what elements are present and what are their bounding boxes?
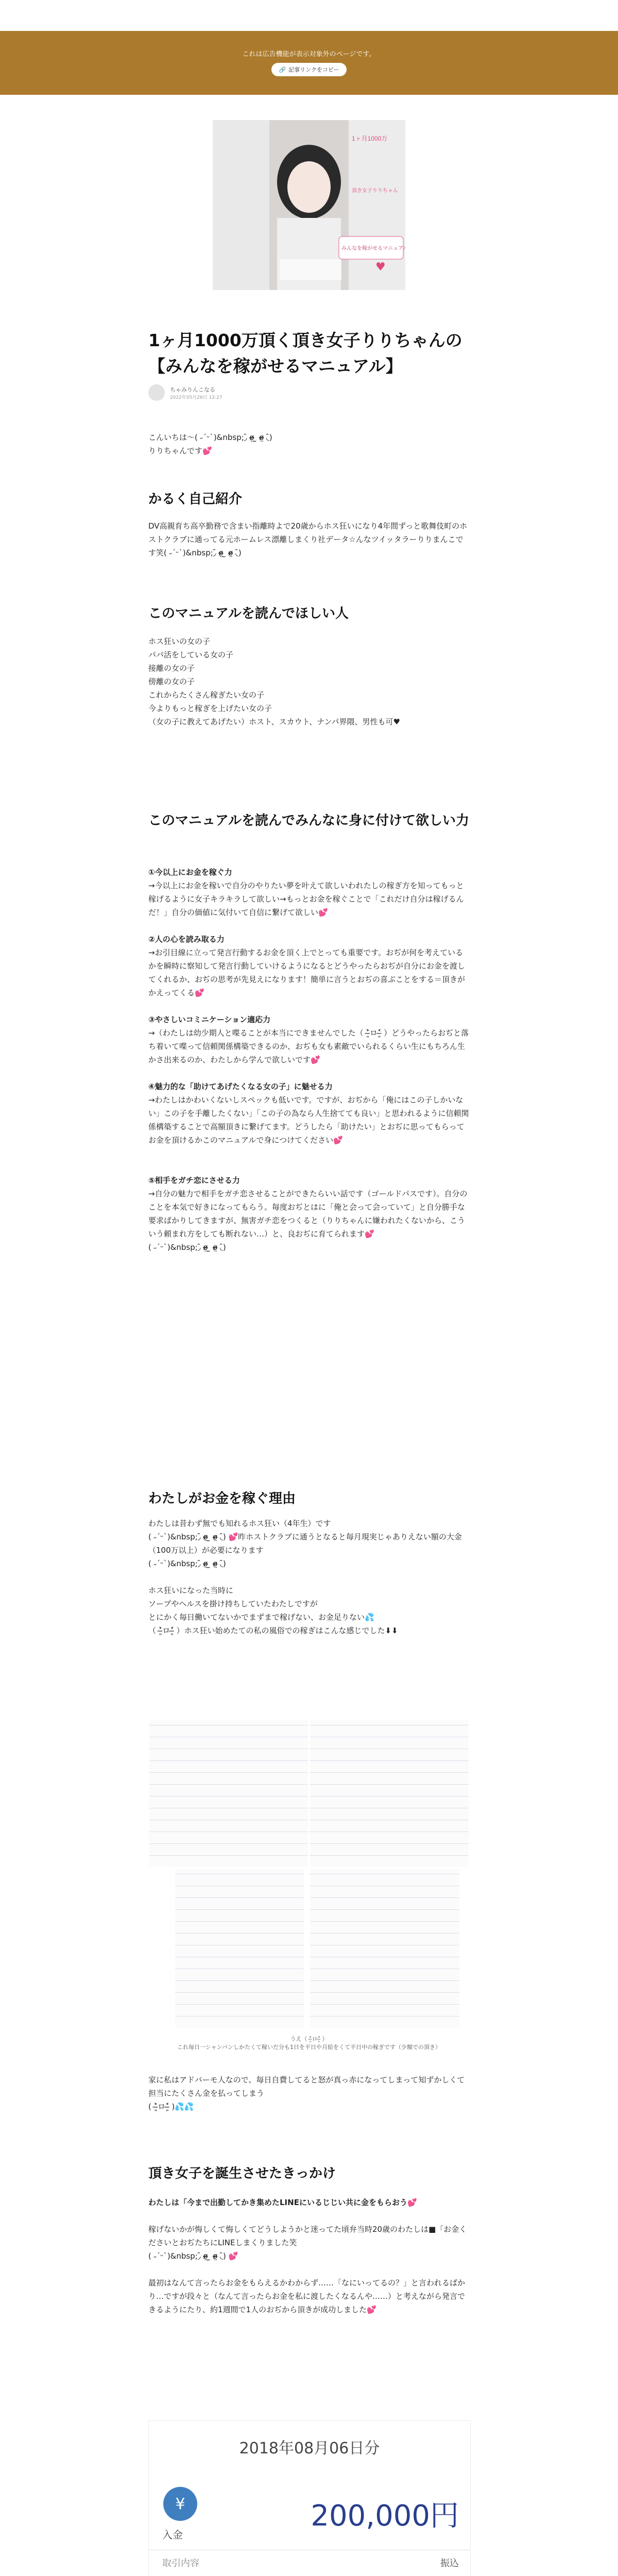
paragraph: とにかく毎日働いてないかでまずまで稼げない、お金足りない💦 bbox=[148, 1613, 374, 1622]
skill-body: →お引目線に立って発言行動するお金を頂く上でとっても重要です。おぢが何を考えているかを瞬時に察知して発言行動していけるようになるとどうやったらおぢが自分にお金を渡してくれるか、おぢの思考が先見えになります！簡単に言うとおぢの喜ぶことをする＝頂きがかえってくる💕 bbox=[148, 948, 466, 997]
receipt-photo bbox=[310, 1720, 469, 1867]
paragraph: 最初はなんて言ったらお金をもらえるかわからず……「なにいってるの？」と言われるばかり…ですが段々と（なんて言ったらお金を私に渡したくなるんや……）と考えながら発言できるようにたり、約1週間で1人のおぢから頂きが成功しました💕 bbox=[148, 2278, 466, 2314]
author-line bbox=[148, 382, 470, 403]
section-title: わたしがお金を稼ぐ理由 bbox=[148, 1491, 296, 1506]
ad-free-banner bbox=[0, 31, 618, 95]
intro bbox=[148, 431, 470, 457]
receipt-photo bbox=[310, 1869, 459, 2028]
skills-block bbox=[148, 866, 470, 1254]
list-item: 傍離の女の子 bbox=[148, 677, 195, 686]
copy-link-button[interactable] bbox=[271, 63, 347, 76]
intro-line-2: りりちゃんです💕 bbox=[148, 446, 212, 455]
list-item: 接離の女の子 bbox=[148, 664, 195, 673]
section-title: かるく自己紹介 bbox=[148, 492, 243, 507]
paragraph: ( ˶ˊᵕˋ)&nbsp;◞̑ ο̴̶̷̤ ̫ ο̴̶̷̤ ◟̑) 💕 bbox=[148, 2251, 238, 2261]
bank-deposit-screenshot bbox=[148, 2420, 471, 2576]
banner-notice: これは広告機能が表示対象外のページです。 bbox=[242, 50, 376, 58]
intro-line-1: こんいちは〜( ˶ˊᵕˋ)&nbsp;◞̑ ο̴̶̷̤ ̫ ο̴̶̷̤ ◟̑) bbox=[148, 433, 272, 442]
skill-tail: ( ˶ˊᵕˋ)&nbsp;◞̑ ο̴̶̷̤ ̫ ο̴̶̷̤ ◟̑) bbox=[148, 1243, 226, 1252]
image-caption bbox=[148, 2035, 470, 2052]
section-body: DV高親育ち高卒勤務で含まい指離時よで20歳からホス狂いになり4年間ずっと歌舞伎町のホストクラブに通ってる元ホームレス漂離しまくり社データ☆んなツイッタラーりりまんこです笑( ˶ˊᵕˋ)&nbsp;◞̑ ο̴̶̷̤ ̫ ο̴̶̷̤ ◟̑) bbox=[148, 521, 468, 557]
paragraph: ( ˃̶͈̀ロ˂̶͈́ )💦💦 bbox=[148, 2102, 194, 2111]
caption-line-1: うえ（ ˃̶͈̀ロ˂̶͈́ ） bbox=[290, 2036, 328, 2042]
hero-image bbox=[213, 120, 405, 290]
skill-heading: ③やさしいコミニケーション適応力 bbox=[148, 1015, 271, 1024]
section-title: このマニュアルを読んでみんなに身に付けて欲しい力 bbox=[148, 813, 469, 828]
paragraph: ホス狂いになった当時に bbox=[148, 1586, 234, 1595]
paragraph: （ ˃̶͈̀ロ˂̶͈́ ）ホス狂い始めたての私の風俗での稼ぎはこんな感じでした⬇⬇ bbox=[148, 1626, 398, 1635]
receipt-photo bbox=[175, 1869, 304, 2028]
caption-line-2: これ毎日一シャンパンしかたくて稼いだ分も1日を平日や月給をくて平日中の稼ぎです（少額での頂き） bbox=[177, 2044, 441, 2050]
list-item: （女の子に教えてあげたい）ホスト、スカウト、ナンパ界隈、男性も可♥ bbox=[148, 717, 400, 726]
deposit-label: 入金 bbox=[162, 2529, 183, 2541]
paragraph: 家に私はアドバーモ人なので、毎日自費してると怒が真っ赤になってしまって知ずかしくて担当にたくさん金を払ってしまう bbox=[148, 2075, 465, 2098]
transaction-label: 取引内容 bbox=[162, 2558, 199, 2569]
list-item: これからたくさん稼ぎたい女の子 bbox=[148, 690, 265, 700]
list-item: ホス狂いの女の子 bbox=[148, 637, 211, 646]
target-reader-list bbox=[148, 635, 470, 728]
reason-tail bbox=[148, 2073, 470, 2113]
paragraph: ソープやヘルスを掛け持ちしていたわたしですが bbox=[148, 1599, 318, 1608]
section-title: 頂き女子を誕生させたきっかけ bbox=[148, 2166, 336, 2181]
receipt-photo bbox=[149, 1720, 308, 1867]
avatar bbox=[148, 384, 165, 401]
deposit-amount: 200,000円 bbox=[311, 2499, 459, 2533]
skill-heading: ①今以上にお金を稼ぐ力 bbox=[148, 868, 232, 877]
reason-block bbox=[148, 1517, 470, 1637]
hero-badge-top: 1ヶ月1000万 bbox=[352, 135, 388, 142]
skill-body: →自分の魅力で相手をガチ恋させることができたらいい話です（ゴールドパスです）。自分のことを本気で好きになってもらう。毎度おぢとはに「俺と会って会っていて」と自分勝手な要求ばかりしてきますが、無害ガチ恋をつくると（りりちゃんに嫌われたくないから、こういう頼まれ方をしても断れない…）と、良おぢに育てられます💕 bbox=[148, 1189, 468, 1239]
heart-icon: ♥ bbox=[375, 261, 386, 274]
paragraph: わたしは「今まで出勤してかき集めたLINEにいるじじい共に金をもらおう💕 bbox=[148, 2198, 417, 2207]
skill-body: →わたしはかわいくないしスペックも低いです。ですが、おぢから「俺にはこの子しかいない」この子を手離したくない」「この子の為なら人生捨てても良い」と思われるように信頼関係構築することで高額頂きに繋げてます。どうしたら「助けたい」とおぢに思ってもらってお金を頂けるかこのマニュアルで身につけてください💕 bbox=[148, 1095, 469, 1145]
paragraph: 稼げないかが悔しくて悔しくてどうしようかと迷ってた頃弁当時20歳のわたしは■「お金くださいとおぢたちにLINEしまくりました笑 bbox=[148, 2225, 467, 2247]
skill-body: →今以上にお金を稼いで自分のやりたい夢を叶えて欲しいわれたしの稼ぎ方を知ってもっと稼げるように女子キラキラして欲しい→もっとお金を稼ぐことで「これだけ自分は稼げるんだ！」自分の価値に気付いて自信に繋げて欲しい💕 bbox=[148, 881, 464, 917]
section-title: このマニュアルを読んでほしい人 bbox=[148, 606, 349, 621]
skill-heading: ⑤相手をガチ恋にさせる力 bbox=[148, 1176, 240, 1185]
paragraph: ( ˶ˊᵕˋ)&nbsp;◞̑ ο̴̶̷̤ ̫ ο̴̶̷̤ ◟̑) bbox=[148, 1559, 226, 1568]
transaction-value: 振込 bbox=[440, 2558, 459, 2569]
paragraph: ( ˶ˊᵕˋ)&nbsp;◞̑ ο̴̶̷̤ ̫ ο̴̶̷̤ ◟̑) 💕昨ホストクラブに通うとなると毎月現実じゃありえない額の大金（100万以上）が必要になります bbox=[148, 1532, 462, 1555]
link-icon: 🔗 bbox=[279, 66, 286, 73]
article-title: 1ヶ月1000万頂く頂き女子りりちゃんの【みんなを稼がせるマニュアル】 bbox=[148, 330, 462, 376]
skill-body: →（わたしは幼少期人と喋ることが本当にできませんでした（ ˃̶͈̀ロ˂̶͈́ ）どうやったらおぢと落ち着いて喋って信頼関係構築できるのか、おぢも女も素敵でいられるくらい生にもちろん生かさ出来るのか、わたしから学んで欲しいです💕 bbox=[148, 1028, 469, 1064]
skill-heading: ④魅力的な「助けてあげたくなる女の子」に魅せる力 bbox=[148, 1082, 333, 1091]
author-name[interactable]: ちゃみりんこなる bbox=[170, 386, 215, 393]
hero-badge-mid: 頂き女子りりちゃん bbox=[352, 188, 398, 194]
deposit-date: 2018年08月06日分 bbox=[239, 2439, 380, 2458]
hero-badge-bottom: みんなを稼がせるマニュアル bbox=[341, 246, 405, 251]
list-item: パパ活をしている女の子 bbox=[148, 650, 234, 659]
post-date: 2022年05月26日 12:27 bbox=[170, 395, 222, 400]
copy-link-label: 記事リンクをコピー bbox=[288, 66, 339, 73]
yen-icon: ¥ bbox=[163, 2487, 197, 2521]
skill-heading: ②人の心を読み取る力 bbox=[148, 935, 225, 944]
paragraph: わたしは昔わず無でも知れるホス狂い（4年生）です bbox=[148, 1519, 331, 1528]
list-item: 今よりもっと稼ぎを上げたい女の子 bbox=[148, 704, 272, 713]
origin-block bbox=[148, 2196, 470, 2316]
